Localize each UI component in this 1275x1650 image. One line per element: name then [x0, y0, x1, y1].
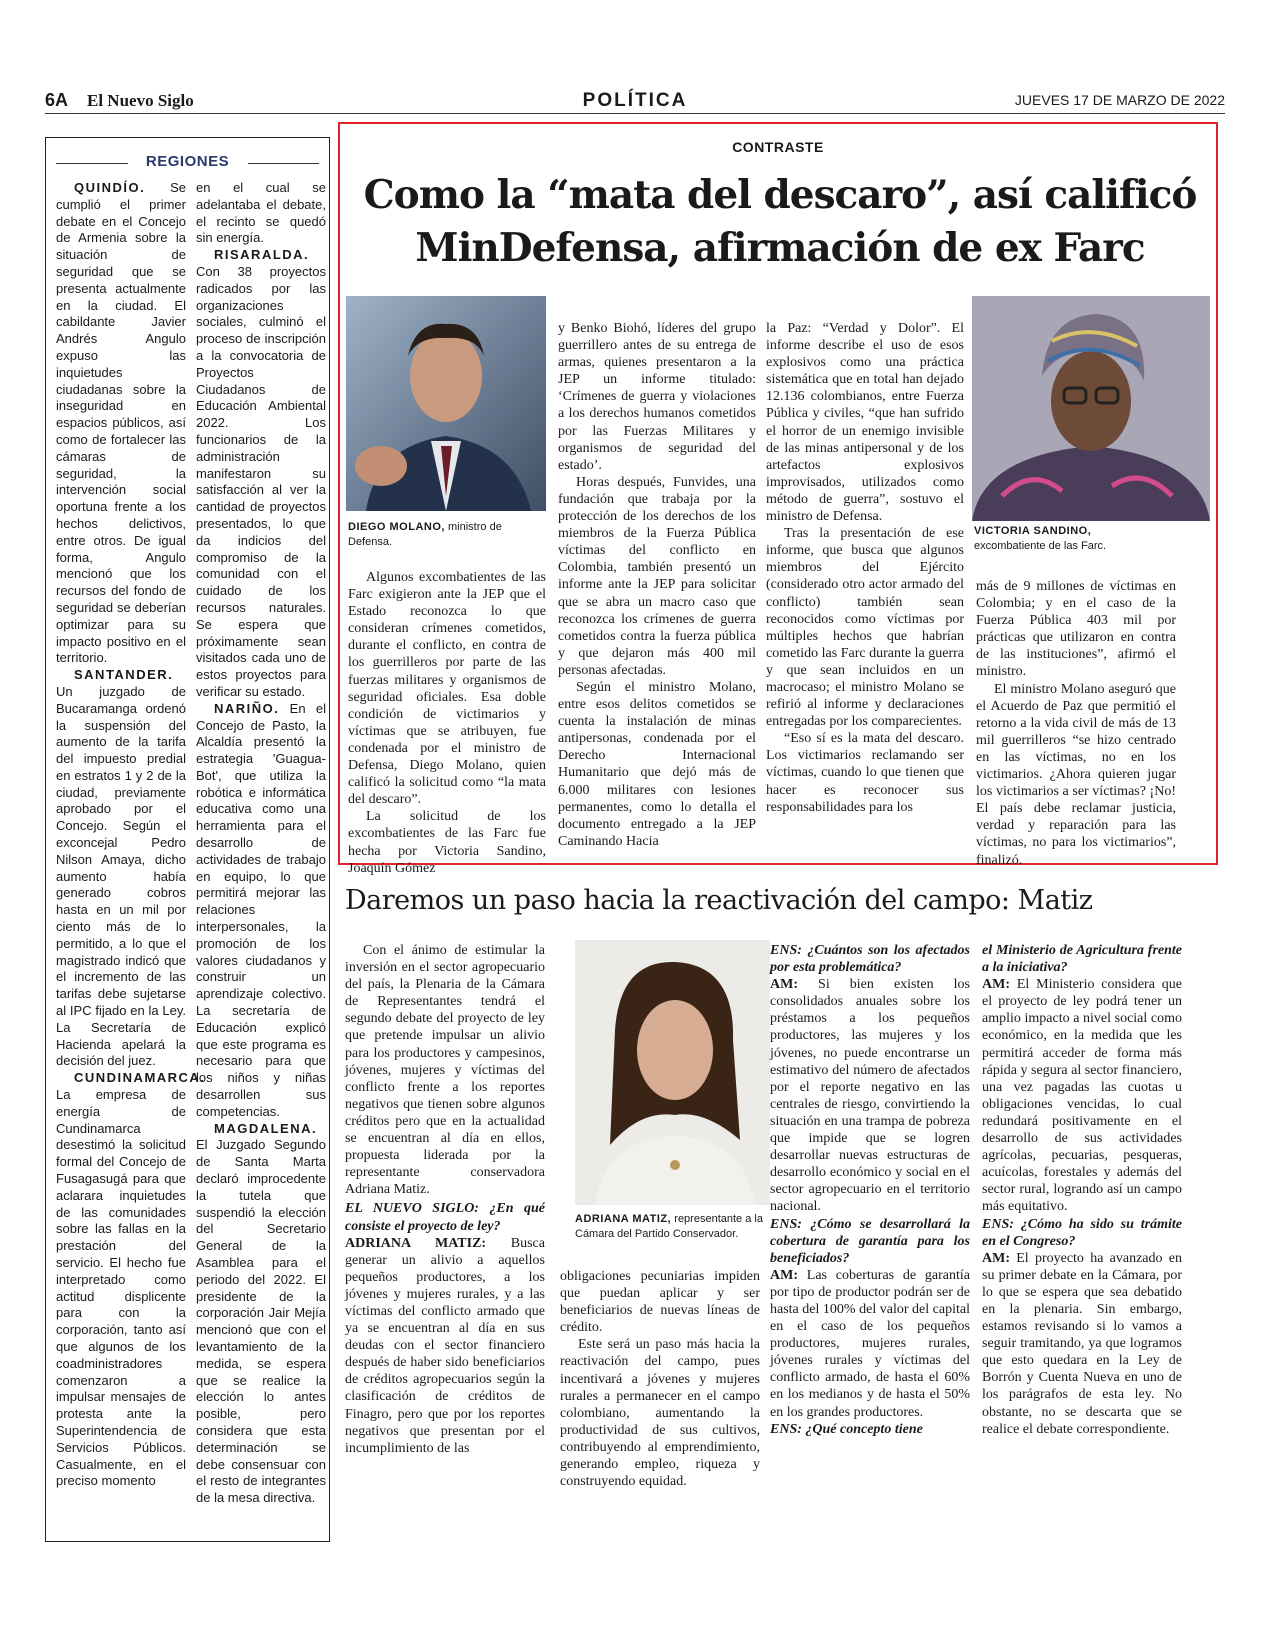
photo-caption-molano: DIEGO MOLANO, ministro de Defensa. [348, 521, 502, 548]
section-name: POLÍTICA [582, 90, 688, 111]
issue-date: JUEVES 17 DE MARZO DE 2022 [1014, 92, 1225, 108]
interview-headline: Daremos un paso hacia la reactivación del campo: Matiz [345, 885, 1093, 916]
paragraph: Tras la presentación de ese informe, que busca que algunos miembros del Ejército (considerado otro actor armado del conflicto) también sean reconocidos como víctimas por múltiples hechos que habrían cometido las Farc durante la guerra y que sean incluidos en un macrocaso; el ministro Molano se refirió al informe y declaraciones entregadas por los comparecientes. [766, 526, 964, 730]
photo-caption-sandino: VICTORIA SANDINO, excombatiente de las Farc. [974, 525, 1107, 552]
region-name: QUINDÍO. [74, 180, 146, 195]
sidebar-column-1 [56, 180, 206, 1490]
photo-caption-matiz: ADRIANA MATIZ, representante a la Cámara del Partido Conservador. [575, 1213, 763, 1240]
interview-column-2 [560, 1268, 760, 1490]
region-brief: CUNDINAMARCA. La empresa de energía de Cundinamarca desestimó la solicitud formal del Concejo de Fusagasugá para que aclarara inquietudes de las comunidades sobre las fallas en la prestación del servicio. El hecho fue interpretado como actitud displicente para con la corporación, tanto así que algunos de los coadministradores comenzaron a impulsar mensajes de protesta ante la Superintendencia de Servicios Públicos. Casualmente, en el preciso momento [56, 1070, 206, 1489]
region-name: SANTANDER. [74, 667, 174, 683]
paragraph: más de 9 millones de víctimas en Colombia; y en el caso de la Fuerza Pública 403 mil por prácticas que utilizaron en contra de las instituciones”, afirmó el ministro. [976, 579, 1176, 680]
paragraph: Este será un paso más hacia la reactivación del campo, pues incentivará a jóvenes y mujeres rurales a permanecer en el campo colombiano, aumentando la productividad de sus cultivos, contribuyendo al emprendimiento, generando empleo, riqueza y construyendo equidad. [560, 1337, 760, 1490]
paragraph: Algunos excombatientes de las Farc exigieron ante la JEP que el Estado reconozca lo que consideran crímenes cometidos, durante el conflicto, en contra de los guerrilleros por parte de las fuerzas militares y organismos de seguridad oficiales. Esa doble condición de victimarios y víctimas que se atribuyen, fue condenada por el ministro de Defensa, Diego Molano, quien calificó la solicitud como “la mata del descaro”. [348, 570, 546, 808]
newspaper-brand: El Nuevo Siglo [87, 91, 194, 110]
regiones-sidebar [45, 137, 330, 1542]
region-brief: QUINDÍO. Se cumplió el primer debate en el Concejo de Armenia sobre la situación de seguridad que se presenta actualmente en la ciudad. El cabildante Javier Andrés Angulo expuso las inquietudes ciudadanas sobre la inseguridad en espacios públicos, así como de fortalecer las cámaras de seguridad, la intervención social oportuna frente a los hechos delictivos, entre otros. De igual forma, Angulo mencionó que los recursos del fondo de seguridad se deberían optimizar para su impacto positivo en el territorio. [56, 180, 186, 666]
region-name: NARIÑO. [214, 700, 280, 716]
article-column-3 [766, 320, 964, 816]
adriana-matiz-photo [575, 940, 770, 1205]
victoria-sandino-photo [972, 296, 1210, 521]
paragraph: la Paz: “Verdad y Dolor”. El informe describe el uso de esos explosivos como una práctica sistemática que en total han dejado 12.136 colombianos, entre Fuerza Pública y civiles, “que han sufrido el horror de un enemigo invisible de las minas antipersonal y de los artefactos explosivos improvisados, utilizados como método de guerra”, sostuvo el ministro de Defensa. [766, 321, 964, 525]
sidebar-title: REGIONES [56, 153, 319, 173]
region-brief: RISARALDA. Con 38 proyectos radicados por las organizaciones sociales, culminó el proceso de inscripción a la convocatoria de Proyectos Ciudadanos de Educación Ambiental 2022. Los funcionarios de la administración manifestaron su satisfacción al ver la cantidad de proyectos presentados, lo que da indicios del compromiso de la comunidad con el cuidado de los recursos naturales. Se espera que próximamente sean visitados cada uno de estos proyectos para verificar su estado. [196, 247, 326, 699]
region-brief: en el cual se adelantaba el debate, el recinto se quedó sin energía. [196, 180, 326, 246]
sidebar-column-2 [196, 180, 326, 1507]
paragraph: “Eso sí es la mata del descaro. Los victimarios reclamando ser víctimas, cuando lo que tienen que hacer es reconocer sus responsabilidades para los [766, 731, 964, 815]
region-brief: MAGDALENA. El Juzgado Segundo de Santa Marta declaró improcedente la tutela que suspendió la elección del Secretario General de la Asamblea para el periodo del 2022. El presidente de la corporación Jair Mejía mencionó que con el levantamiento de la medida, se espera que se realice la elección lo antes posible, pero considera que esta determinación se debe consensuar con el resto de integrantes de la mesa directiva. [196, 1120, 326, 1506]
diego-molano-photo [346, 296, 546, 511]
interview-column-1: Con el ánimo de estimular la inversión en el sector agropecuario del país, la Plenaria de la Cámara de Representantes tendrá el segundo debate del proyecto de ley que pretende impulsar un alivio para los productores y campesinos, jóvenes, mujeres y víctimas del conflicto frente a los reportes negativos que tienen sobre algunos créditos pero que en la actualidad se encuentran al día en ellos, propuesta liderada por la representante conservadora Adriana Matiz. EL NUEVO SIGLO: ¿En qué consiste el proyecto de ley? ADRIANA MATIZ: Busca generar un alivio a aquellos pequeños productores, a los jóvenes y mujeres rurales, y a las víctimas del conflicto armado que ya se encuentran al día en sus deudas con el sector financiero después de haber sido beneficiarios de créditos agropecuarios según la clasificación de créditos de Finagro, pero que por los reportes negativos que presentan por el incumplimiento de las [345, 943, 545, 1456]
article-column-2 [558, 320, 756, 850]
header-rule [45, 113, 1225, 114]
article-column-4 [976, 578, 1176, 869]
page-number: 6A [45, 90, 69, 110]
article-headline: Como la “mata del descaro”, así calificó MinDefensa, afirmación de ex Farc [363, 172, 1197, 271]
paragraph: obligaciones pecuniarias impiden que puedan aplicar y ser beneficiarios de nuevas líneas de crédito. [560, 1269, 760, 1336]
interview-column-3: ENS: ¿Cuántos son los afectados por esta problemática? AM: Si bien existen los consolidados anuales sobre los préstamos a los pequeños productores, las mujeres y los jóvenes, no puede encontrarse un estimativo del número de afectados por el reporte negativo en las centrales de riesgo, convirtiendo la situación en una trampa de pobreza que impide que se logren desarrollar nuevas estructuras de desarrollo económico y social en el sector agropecuario en el territorio nacional. ENS: ¿Cómo se desarrollará la cobertura de garantía para los beneficiados? AM: Las coberturas de garantía por tipo de productor podrán ser de hasta del 100% del valor del capital en el caso de los pequeños productores, mujeres rurales, jóvenes rurales y víctimas del conflicto armado, de hasta el 60% en los medianos y de hasta el 50% en los grandes productores. ENS: ¿Qué concepto tiene [770, 943, 970, 1437]
region-name: MAGDALENA. [214, 1120, 318, 1136]
interview-column-4: el Ministerio de Agricultura frente a la iniciativa? AM: El Ministerio considera que el proyecto de ley podrá tener un amplio impacto a nivel social como económico, en la medida que les permitirá acceder de forma más rápida y segura al sector financiero, una vez pagadas las cuotas u obligaciones vencidas, lo cual redundará positivamente en el desarrollo de sus actividades agrícolas, pecuarias, pesqueras, acuícolas, forestales y además del sector rural, logrando así un campo más equitativo. ENS: ¿Cómo ha sido su trámite en el Congreso? AM: El proyecto ha avanzado en su primer debate en la Cámara, por lo que se espera que sea debatido en la plenaria. Sin embargo, estamos revisando si lo vamos a seguir tramitando, ya que logramos que esto quedara en la Ley de Borrón y Cuenta Nueva en uno de los parágrafos de esta ley. No obstante, no se descarta que se realice el debate correspondiente. [982, 943, 1182, 1437]
article-column-1 [348, 569, 546, 877]
featured-article-box [338, 122, 1218, 876]
paragraph: La solicitud de los excombatientes de las Farc fue hecha por Victoria Sandino, Joaquín Gómez [348, 809, 546, 876]
paragraph: y Benko Biohó, líderes del grupo guerrillero antes de su entrega de armas, quienes presentaron a la JEP un informe titulado: ‘Crímenes de guerra y violaciones a los derechos humanos cometidos por las Fuerzas Militares y organismos de seguridad del estado’. [558, 321, 756, 473]
paragraph: Horas después, Funvides, una fundación que trabaja por la protección de los derechos de los miembros de la Fuerza Pública víctimas del conflicto en Colombia, también presentó un informe ante la JEP para solicitar que se abra un macro caso que reconozca los crímenes de guerra cometidos contra la fuerza pública y que dejaron más 400 mil personas afectadas. [558, 474, 756, 678]
page-header [45, 90, 1225, 112]
paragraph: Según el ministro Molano, entre esos delitos cometidos se cuenta la instalación de minas antipersonas, condenada por el Derecho Internacional Humanitario que dejó más de 6.000 militares con lesiones permanentes, como lo detalla el documento entregado a la JEP Caminando Hacia [558, 679, 756, 849]
paragraph: El ministro Molano aseguró que el Acuerdo de Paz que permitió el retorno a la vida civil de más de 13 mil guerrilleros “se hizo centrado en las víctimas, no en los victimarios. ¿Ahora quieren jugar los victimarios a ser víctimas? ¡No! El país debe reclamar justicia, verdad y reparación para las víctimas, no para los victimarios”, finalizó. [976, 681, 1176, 868]
region-brief: NARIÑO. En el Concejo de Pasto, la Alcaldía presentó la estrategia 'Guagua-Bot', que utiliza la robótica e informática educativa como una herramienta para el desarrollo de actividades de trabajo en equipo, lo que permitirá mejorar las relaciones interpersonales, la promoción de los valores ciudadanos y construir un aprendizaje colectivo. La secretaría de Educación explicó que este programa es necesario para que los niños y niñas desarrollen sus competencias. [196, 700, 326, 1119]
region-name: RISARALDA. [214, 247, 310, 263]
region-name: CUNDINAMARCA. [74, 1070, 206, 1086]
article-kicker: CONTRASTE [732, 139, 824, 155]
region-brief: SANTANDER. Un juzgado de Bucaramanga ordenó la suspensión del aumento de la tarifa del impuesto predial en estratos 1 y 2 de la ciudad, previamente aprobado por el Concejo. Según el exconcejal Pedro Nilson Amaya, dicho aumento había generado cobros hasta en un mil por ciento más de lo permitido, a lo que el magistrado indicó que el incremento de las tarifas debe sujetarse al IPC fijado en la Ley. La Secretaría de Hacienda apelará la decisión del juez. [56, 667, 186, 1069]
